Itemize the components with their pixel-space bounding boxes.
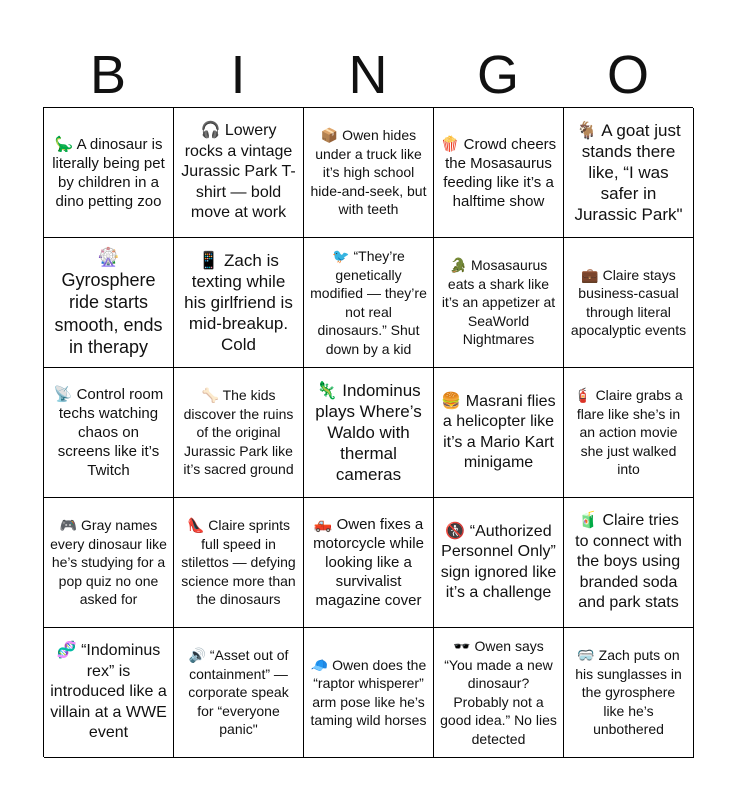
bingo-cell[interactable] <box>304 368 434 498</box>
bingo-cell[interactable] <box>564 238 694 368</box>
bingo-cell[interactable] <box>44 368 174 498</box>
cell-text: 🎮 Gray names every dinosaur like he’s studying for a pop quiz no one asked for <box>50 517 167 608</box>
cell-text: 👠 Claire sprints full speed in stilettos — defying science more than the dinosaurs <box>181 517 296 608</box>
cell-text: 🐐 A goat just stands there like, “I was safer in Jurassic Park" <box>574 121 683 224</box>
cell-text: 🥽 Zach puts on his sunglasses in the gyrosphere like he’s unbothered <box>575 647 682 738</box>
bingo-cell[interactable] <box>174 108 304 238</box>
bingo-cell[interactable] <box>304 498 434 628</box>
cell-text: 🚷 “Authorized Personnel Only” sign ignored like it’s a challenge <box>440 522 557 601</box>
cell-text: 🕶️ Owen says “You made a new dinosaur? Probably not a good idea.” No lies detected <box>440 638 557 747</box>
cell-text: 🍿 Crowd cheers the Mosasaurus feeding like it’s a halftime show <box>440 135 557 210</box>
bingo-cell[interactable] <box>434 368 564 498</box>
bingo-header <box>43 46 693 104</box>
bingo-cell[interactable] <box>564 628 694 758</box>
header-letter-b: B <box>89 45 127 105</box>
bingo-cell[interactable] <box>434 498 564 628</box>
cell-text: 🐊 Mosasaurus eats a shark like it’s an appetizer at SeaWorld Nightmares <box>441 257 556 348</box>
bingo-cell[interactable] <box>44 238 174 368</box>
bingo-grid <box>43 107 693 757</box>
header-letter-o: O <box>606 45 649 105</box>
cell-text: 🦴 The kids discover the ruins of the original Jurassic Park like it’s sacred ground <box>183 387 294 478</box>
bingo-cell[interactable] <box>174 628 304 758</box>
bingo-cell[interactable] <box>564 498 694 628</box>
cell-text: 🔊 “Asset out of containment” — corporate speak for “everyone panic" <box>188 647 289 738</box>
header-letter-g: G <box>476 45 519 105</box>
cell-text: 🎧 Lowery rocks a vintage Jurassic Park T-shirt — bold move at work <box>181 122 296 222</box>
cell-text: 🐦 “They’re genetically modified — they’re not real dinosaurs.” Shut down by a kid <box>310 248 427 357</box>
bingo-cell[interactable] <box>304 108 434 238</box>
cell-text: 🧃 Claire tries to connect with the boys using branded soda and park stats <box>575 512 682 612</box>
cell-text: 📡 Control room techs watching chaos on screens like it’s Twitch <box>53 386 164 479</box>
bingo-cell[interactable] <box>44 498 174 628</box>
bingo-cell[interactable] <box>304 628 434 758</box>
cell-text: 🦕 A dinosaur is literally being pet by children in a dino petting zoo <box>52 135 165 210</box>
cell-text: 💼 Claire stays business-casual through literal apocalyptic events <box>570 266 687 338</box>
cell-text: 🛻 Owen fixes a motorcycle while looking like a survivalist magazine cover <box>313 516 424 609</box>
cell-text: 🍔 Masrani flies a helicopter like it’s a Mario Kart minigame <box>441 392 556 471</box>
cell-text: 🧯 Claire grabs a flare like she’s in an action movie she just walked into <box>574 387 683 478</box>
bingo-cell[interactable] <box>174 498 304 628</box>
header-letter-n: N <box>348 45 388 105</box>
cell-text: 🦎 Indominus plays Where’s Waldo with thermal cameras <box>315 381 422 484</box>
cell-text: 🎡 Gyrosphere ride starts smooth, ends in therapy <box>54 247 163 358</box>
cell-text: 🧢 Owen does the “raptor whisperer” arm pose like he’s taming wild horses <box>310 656 427 728</box>
bingo-cell[interactable] <box>434 238 564 368</box>
cell-text: 🧬 “Indominus rex” is introduced like a villain at a WWE event <box>50 642 167 742</box>
bingo-cell[interactable] <box>304 238 434 368</box>
bingo-cell[interactable] <box>564 368 694 498</box>
header-letter-i: I <box>230 45 246 105</box>
bingo-cell[interactable] <box>44 628 174 758</box>
bingo-cell[interactable] <box>564 108 694 238</box>
bingo-cell[interactable] <box>174 368 304 498</box>
cell-text: 📦 Owen hides under a truck like it’s high school hide-and-seek, but with teeth <box>310 127 427 218</box>
cell-text: 📱 Zach is texting while his girlfriend is mid-breakup. Cold <box>184 251 293 354</box>
bingo-cell[interactable] <box>434 108 564 238</box>
bingo-cell[interactable] <box>434 628 564 758</box>
bingo-cell[interactable] <box>174 238 304 368</box>
bingo-cell[interactable] <box>44 108 174 238</box>
